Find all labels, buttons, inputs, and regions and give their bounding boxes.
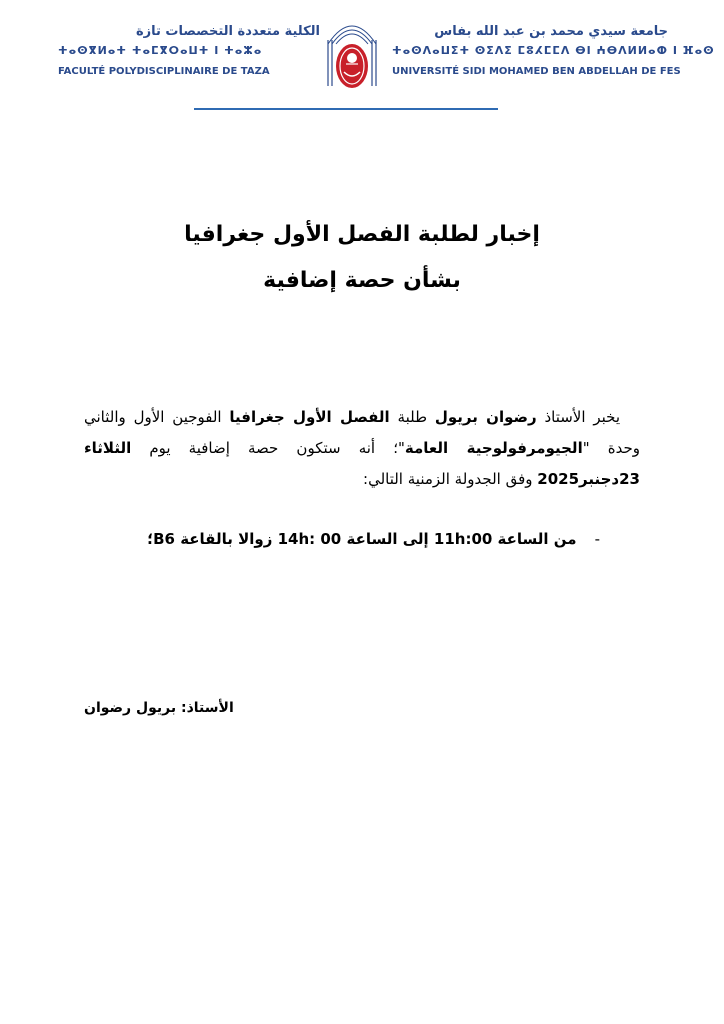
list-dash: -	[594, 530, 600, 548]
university-name-ar: جامعة سيدي محمد بن عبد الله بفاس	[434, 24, 668, 39]
session-date: الثلاثاء 23دجنبر2025	[84, 439, 640, 488]
text-segment: وفق الجدولة الزمنية التالي:	[363, 470, 538, 488]
semester-label: الفصل الأول جغرافيا	[229, 408, 390, 426]
teacher-name: رضوان بريول	[434, 408, 537, 426]
emblem-icon	[320, 14, 384, 92]
text-segment: طلبة	[389, 408, 435, 426]
teacher-signature: الأستاذ: بريول رضوان	[84, 700, 234, 716]
announcement-paragraph	[84, 402, 640, 495]
schedule-item	[147, 530, 600, 548]
faculty-name-ar: الكلية متعددة التخصصات تازة	[135, 24, 320, 39]
text-segment: "؛ أنه ستكون حصة إضافية يوم	[131, 439, 405, 457]
text-segment: الفوجين الأول والثاني وحدة "	[84, 408, 640, 457]
module-name: الجيومرفولوجية العامة	[404, 439, 583, 457]
university-name-tifinagh: ⵜⴰⵙⴷⴰⵡⵉⵜ ⵙⵉⴷⵉ ⵎⵓⵃⵎⵎⴷ ⴱⵏ ⵄⴱⴷⵍⵍⴰⵀ ⵏ ⴼⴰⵙ	[392, 44, 715, 57]
faculty-name-fr: FACULTÉ POLYDISCIPLINAIRE DE TAZA	[58, 66, 270, 77]
header-divider	[194, 108, 498, 110]
schedule-text: من الساعة 11h:00 إلى الساعة 00 :14h زوالا بالقاعة B6؛	[147, 530, 577, 548]
university-name-fr: UNIVERSITÉ SIDI MOHAMED BEN ABDELLAH DE FES	[392, 66, 681, 77]
university-emblem	[320, 14, 384, 92]
title-line-1: إخبار لطلبة الفصل الأول جغرافيا	[184, 222, 540, 247]
title-line-2: بشأن حصة إضافية	[263, 268, 461, 293]
text-segment: يخبر الأستاذ	[536, 408, 621, 426]
faculty-name-tifinagh: ⵜⴰⵙⴳⵍⴰⵜ ⵜⴰⵎⴳⵔⴰⵡⵜ ⵏ ⵜⴰⵣⴰ	[58, 44, 263, 57]
